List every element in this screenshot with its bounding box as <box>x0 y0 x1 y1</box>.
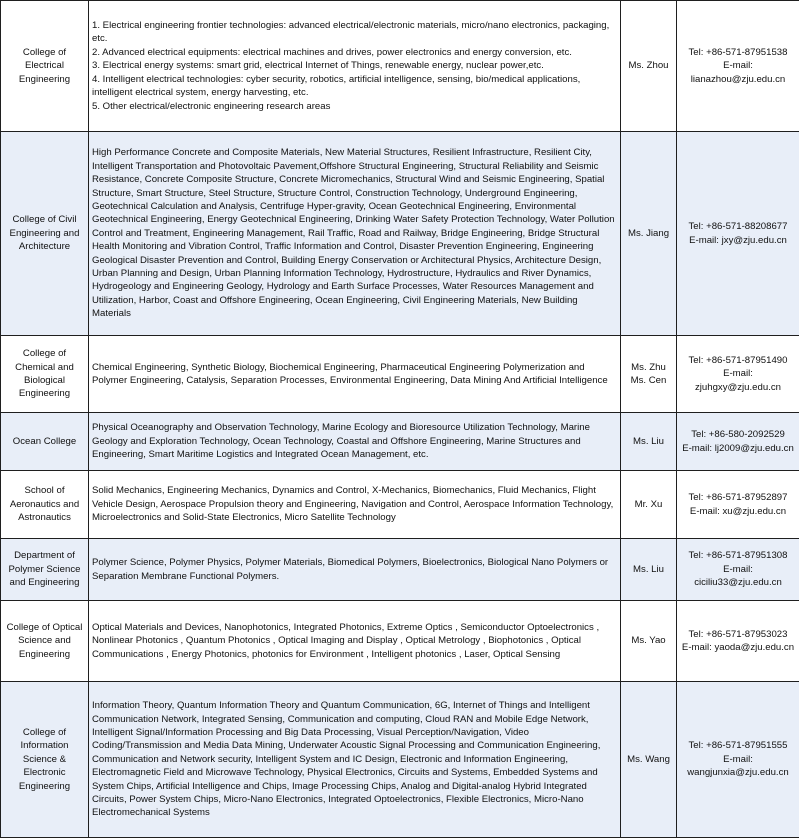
research-topics: High Performance Concrete and Composite Materials, New Material Structures, Resilient Infrastructure, Resilient City, Intelligent Transportation and Photovoltaic Pavement,Offshore Structural Engineering, Structural Reliability and Seismic Resistance, Concrete Composite Structure, Concrete Micromechanics, Structural Wind and Seismic Engineering, Spatial Structure, Smart Structure, Steel Structure, Structure Control, Construction Technology, Underground Engineering, Geotechnical Calculation and Analysis, Centrifuge Hyper-gravity, Ocean Geotechnical Engineering, Environmental Geotechnical Engineering, Energy Geotechnical Engineering, Drinking Water Safety Protection Technology, Water Pollution Control and Treatment, Engineering Management, Rail Traffic, Road and Railway, Bridge Engineering, Bridge Structural Health Monitoring and Vibration Control, Traffic Information and Control, Disaster Prevention Engineering, Engineering Geological Disaster Prevention and Control, Building Energy Conservation or Architectural Physics, Architecture Design, Urban Planning and Design, Urban Planning Information Technology, Hydrostructure, Hydraulics and River Dynamics, Hydrogeology and Engineering Geology, Hydrology and Earth Surface Processes, Water Resources Management and Utilization, Harbor, Coast and Offshore Engineering, Ocean Engineering, Civil Engineering Materials, New Building Materials <box>89 132 621 336</box>
table-row <box>1 539 799 601</box>
email-address[interactable]: wangjunxia@zju.edu.cn <box>687 767 789 779</box>
phone-number: Tel: +86-580-2092529 <box>691 429 785 441</box>
email-address[interactable]: ciciliu33@zju.edu.cn <box>694 577 782 589</box>
college-name: College of Chemical and Biological Engineering <box>1 336 89 413</box>
email-label: E-mail: <box>723 368 753 380</box>
phone-number: Tel: +86-571-87953023 <box>688 628 788 640</box>
contact-info <box>677 539 799 601</box>
table-row <box>1 132 799 336</box>
contact-info <box>677 1 799 132</box>
email-address[interactable]: zjuhgxy@zju.edu.cn <box>694 381 781 393</box>
contact-info <box>677 336 799 413</box>
phone-number: Tel: +86-571-87951538 <box>688 46 788 58</box>
contact-person: Ms. Jiang <box>621 132 677 336</box>
email-address[interactable]: lianazhou@zju.edu.cn <box>690 73 786 85</box>
phone-number: Tel: +86-571-88208677 <box>688 221 788 233</box>
email-label-and-address <box>679 505 797 518</box>
email-address[interactable]: lj2009@zju.edu.cn <box>714 442 794 454</box>
topic-line: 1. Electrical engineering frontier technologies: advanced electrical/electronic materials, micro/nano electronics, packaging, etc. <box>92 20 610 45</box>
email-label-and-address <box>679 641 797 654</box>
research-topics: Chemical Engineering, Synthetic Biology, Biochemical Engineering, Pharmaceutical Engineering Polymerization and Polymer Engineering, Catalysis, Separation Processes, Environmental Engineering, Data Mining And Artificial Intelligence <box>89 336 621 413</box>
email-label: E-mail: <box>723 60 753 72</box>
contact-person: Ms. Zhou <box>621 1 677 132</box>
email-label: E-mail: <box>723 753 753 765</box>
table-row <box>1 413 799 471</box>
contact-person-2: Ms. Cen <box>630 375 667 386</box>
phone-number: Tel: +86-571-87951308 <box>688 550 788 562</box>
college-name: Department of Polymer Science and Engineering <box>1 539 89 601</box>
college-name: College of Civil Engineering and Architecture <box>1 132 89 336</box>
contact-info <box>677 682 799 838</box>
contact-person <box>621 336 677 413</box>
email-label: E-mail: <box>723 563 753 575</box>
contact-info <box>677 132 799 336</box>
research-topics <box>89 1 621 132</box>
phone-number: Tel: +86-571-87952897 <box>688 492 788 504</box>
research-topics: Information Theory, Quantum Information Theory and Quantum Communication, 6G, Internet of Things and Intelligent Communication Network, Integrated Sensing, Communication and computing, Cloud RAN and Mobile Edge Network, Intelligent Signal/Information Processing and Big Data Processing, Visual Perception/Navigation, Video Coding/Transmission and Media Data Mining, Underwater Acoustic Signal Processing and Communication Engineering, Communication and Network security, Intelligent System and IC Design, Electronic and Information Engineering, Electromagnetic Field and Microwave Technology, Physical Electronics, Circuits and Systems, Embedded Systems and System Chips, Artificial Intelligence and Chips, Image Processing Chips, Analog and Digital-analog Hybrid Integrated Circuits, Power System Chips, Micro-Nano Electronics, Integrated Optoelectronics, Flexible Electronics, Micro-Nano Electromechanical Systems <box>89 682 621 838</box>
contact-info <box>677 601 799 682</box>
college-name: College of Optical Science and Engineering <box>1 601 89 682</box>
table-row <box>1 682 799 838</box>
research-topics: Polymer Science, Polymer Physics, Polymer Materials, Biomedical Polymers, Bioelectronics, Biological Nano Polymers or Separation Membrane Functional Polymers. <box>89 539 621 601</box>
table-row <box>1 601 799 682</box>
email-label: E-mail: <box>682 442 713 454</box>
college-name: College of Information Science & Electronic Engineering <box>1 682 89 838</box>
email-label-and-address <box>679 442 797 455</box>
contact-info <box>677 413 799 471</box>
contact-person: Ms. Wang <box>621 682 677 838</box>
topic-line: 3. Electrical energy systems: smart grid, electrical Internet of Things, renewable energy, nuclear power,etc. <box>92 60 544 72</box>
email-address[interactable]: jxy@zju.edu.cn <box>721 234 787 246</box>
topic-line: 4. Intelligent electrical technologies: cyber security, robotics, artificial intelligence, sensing, bio/medical applications, intelligent electrical system, energy harvesting, etc. <box>92 73 581 99</box>
college-name: School of Aeronautics and Astronautics <box>1 471 89 539</box>
contact-person-1: Ms. Zhu <box>631 361 666 373</box>
research-topics: Optical Materials and Devices, Nanophotonics, Integrated Photonics, Extreme Optics , Semiconductor Optoelectronics , Nonlinear Photonics , Quantum Photonics , Optical Imaging and Display , Optical Metrology , Biophotonics , Optical Communications , Energy Photonics, photonics for Environment , Intelligent photonics , Laser, Optical Sensing <box>89 601 621 682</box>
email-address[interactable]: xu@zju.edu.cn <box>722 505 787 517</box>
topic-line: 5. Other electrical/electronic engineering research areas <box>92 100 331 112</box>
email-label: E-mail: <box>689 234 719 246</box>
research-topics: Solid Mechanics, Engineering Mechanics, Dynamics and Control, X-Mechanics, Biomechanics, Fluid Mechanics, Flight Vehicle Design, Aerospace Propulsion theory and Engineering, Navigation and Control, Aerospace Information Technology, Microelectronics and Solid-State Electronics, Micro Satellite Technology <box>89 471 621 539</box>
contact-person: Ms. Yao <box>621 601 677 682</box>
topic-line: 2. Advanced electrical equipments: electrical machines and drives, power electronics and energy conversion, etc. <box>92 46 572 58</box>
college-name: Ocean College <box>1 413 89 471</box>
table-row <box>1 1 799 132</box>
contact-person: Mr. Xu <box>621 471 677 539</box>
table-row <box>1 471 799 539</box>
college-name: College of Electrical Engineering <box>1 1 89 132</box>
email-label-and-address <box>679 234 797 247</box>
contact-info <box>677 471 799 539</box>
email-address[interactable]: yaoda@zju.edu.cn <box>714 642 795 653</box>
email-label: E-mail: <box>681 642 712 653</box>
email-label: E-mail: <box>689 505 720 517</box>
contact-person: Ms. Liu <box>621 413 677 471</box>
research-topics: Physical Oceanography and Observation Technology, Marine Ecology and Bioresource Utilization Technology, Marine Geology and Exploration Technology, Ocean Technology, Coastal and Offshore Engineering, Marine Structures and Engineering, Smart Maritime Logistics and Integrated Ocean Management, etc. <box>89 413 621 471</box>
phone-number: Tel: +86-571-87951555 <box>688 740 788 752</box>
table-row <box>1 336 799 413</box>
phone-number: Tel: +86-571-87951490 <box>688 354 788 366</box>
contact-person: Ms. Liu <box>621 539 677 601</box>
